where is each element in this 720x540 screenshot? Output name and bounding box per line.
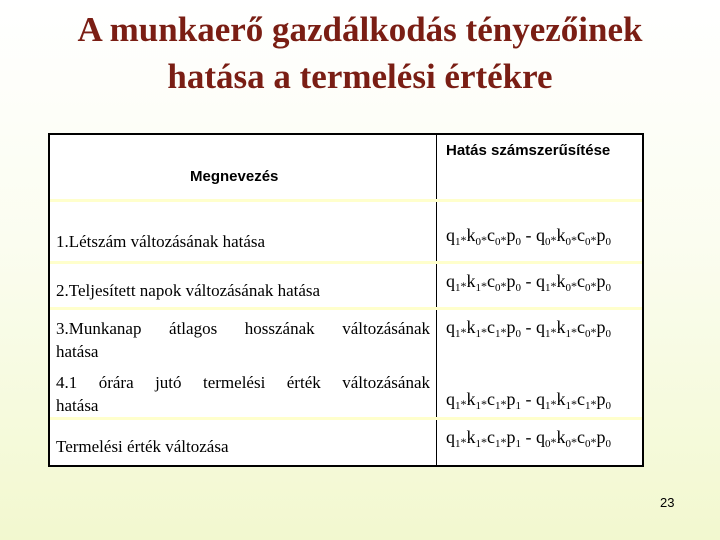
formula-term: $q_1$ <box>536 317 551 340</box>
row-name-line: 4.1 órára jutó termelési érték változásának <box>56 373 430 392</box>
row-name <box>56 230 430 253</box>
formula-term: $k_1$ <box>556 317 571 340</box>
formula-term: $c_1$ <box>577 389 591 412</box>
row-name-line: hatása <box>56 342 99 361</box>
formula-term: $c_0$ <box>487 225 501 248</box>
header-name: Megnevezés <box>190 168 279 185</box>
row-divider <box>50 307 642 310</box>
row-name-line: 3.Munkanap átlagos hosszának változásának <box>56 319 430 338</box>
formula-term: $c_0$ <box>487 271 501 294</box>
row-formula: $q_1*k_0*c_0*p_0 - q_0*k_0*c_0*p_0$ <box>446 225 611 248</box>
row-name <box>56 435 430 458</box>
formula-term: $p_0$ <box>596 389 611 412</box>
row-name-line: 2.Teljesített napok változásának hatása <box>56 281 321 300</box>
impact-table <box>48 133 644 467</box>
formula-term: $k_1$ <box>466 427 481 450</box>
row-divider <box>50 199 642 202</box>
formula-term: $q_1$ <box>446 317 461 340</box>
formula-term: $q_1$ <box>446 225 461 248</box>
row-name <box>56 371 430 417</box>
formula-term: $c_0$ <box>577 271 591 294</box>
formula-term: $c_0$ <box>577 225 591 248</box>
formula-term: $k_0$ <box>556 271 571 294</box>
row-name <box>56 279 430 302</box>
formula-term: $k_0$ <box>556 225 571 248</box>
row-divider <box>50 417 642 420</box>
formula-term: $p_1$ <box>506 389 521 412</box>
formula-term: $p_0$ <box>506 225 521 248</box>
row-name-line: hatása <box>56 396 99 415</box>
formula-term: $k_0$ <box>556 427 571 450</box>
formula-term: $k_1$ <box>466 271 481 294</box>
formula-term: $k_0$ <box>466 225 481 248</box>
column-divider <box>436 135 437 465</box>
formula-term: $q_1$ <box>446 271 461 294</box>
page-number: 23 <box>660 495 675 510</box>
formula-term: $p_0$ <box>596 317 611 340</box>
row-formula: $q_1*k_1*c_1*p_0 - q_1*k_1*c_0*p_0$ <box>446 317 611 340</box>
formula-term: $p_0$ <box>506 271 521 294</box>
formula-term: $c_0$ <box>577 317 591 340</box>
formula-term: $k_1$ <box>466 389 481 412</box>
formula-term: $p_1$ <box>506 427 521 450</box>
formula-term: $c_1$ <box>487 427 501 450</box>
row-formula: $q_1*k_1*c_1*p_1 - q_1*k_1*c_1*p_0$ <box>446 389 611 412</box>
title-line-2: hatása a termelési értékre <box>167 57 553 96</box>
formula-term: $k_1$ <box>556 389 571 412</box>
row-formula: $q_1*k_1*c_0*p_0 - q_1*k_0*c_0*p_0$ <box>446 271 611 294</box>
formula-term: $k_1$ <box>466 317 481 340</box>
formula-term: $p_0$ <box>506 317 521 340</box>
formula-term: $q_1$ <box>446 389 461 412</box>
formula-term: $q_0$ <box>536 225 551 248</box>
row-name-line: 1.Létszám változásának hatása <box>56 232 266 251</box>
title-line-1: A munkaerő gazdálkodás tényezőinek <box>77 10 643 49</box>
formula-term: $p_0$ <box>596 271 611 294</box>
slide-title <box>0 6 720 100</box>
row-divider <box>50 261 642 264</box>
formula-term: $q_0$ <box>536 427 551 450</box>
row-formula: $q_1*k_1*c_1*p_1 - q_0*k_0*c_0*p_0$ <box>446 427 611 450</box>
row-name <box>56 317 430 363</box>
formula-term: $p_0$ <box>596 225 611 248</box>
header-formula: Hatás számszerűsítése <box>446 142 611 159</box>
row-name-line: Termelési érték változása <box>56 437 229 456</box>
formula-term: $q_1$ <box>536 271 551 294</box>
formula-term: $q_1$ <box>536 389 551 412</box>
formula-term: $q_1$ <box>446 427 461 450</box>
formula-term: $c_1$ <box>487 389 501 412</box>
formula-term: $p_0$ <box>596 427 611 450</box>
formula-term: $c_1$ <box>487 317 501 340</box>
formula-term: $c_0$ <box>577 427 591 450</box>
